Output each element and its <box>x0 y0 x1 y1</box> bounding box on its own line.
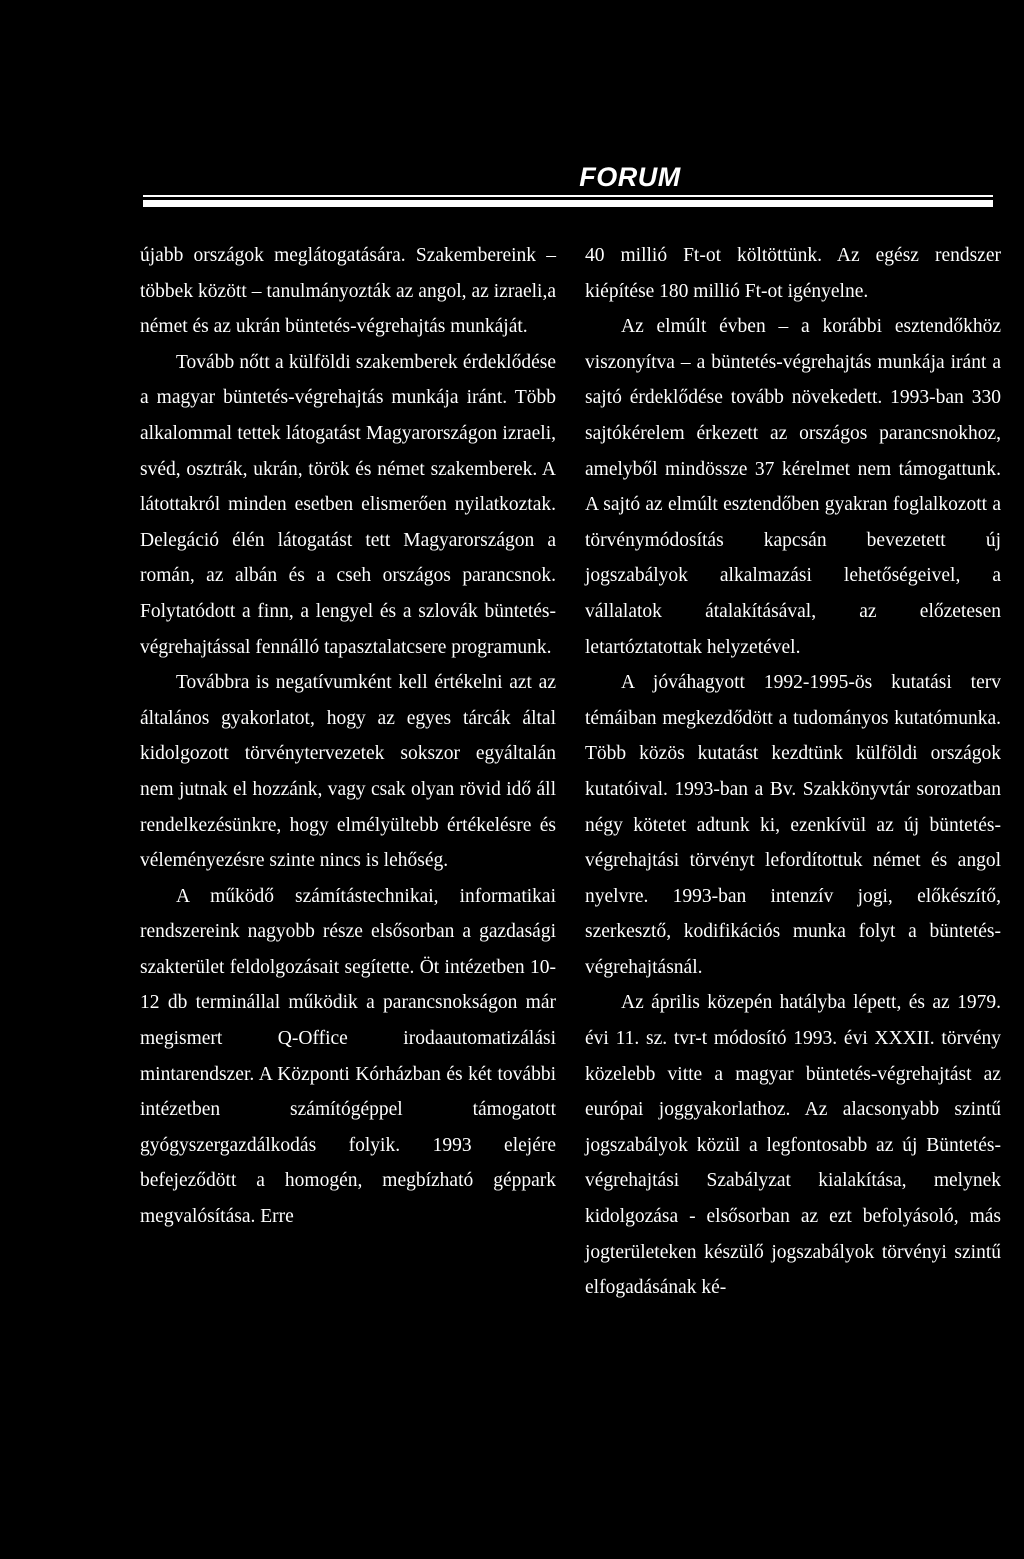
right-paragraph-1: 40 millió Ft-ot költöttünk. Az egész rendszer kiépítése 180 millió Ft-ot igényelne. <box>585 245 1001 302</box>
page-header-title: FORUM <box>579 162 681 192</box>
right-paragraph-4: Az április közepén hatályba lépett, és az 1979. évi 11. sz. tvr-t módosító 1993. évi XXXII. törvény közelebb vitte a magyar büntetés-végrehajtást az európai joggyakorlathoz. Az alacsonyabb szintű jogszabályok közül a legfontosabb az új Büntetés-végrehajtási Szabályzat kialakítása, melynek kidolgozása - elsősorban az ezt befolyásoló, más jogterületeken készülő jogszabályok törvényi szintű elfogadásának ké- <box>585 992 1001 1299</box>
right-text-column <box>585 238 1001 1306</box>
left-text-column <box>140 238 556 1235</box>
left-paragraph-1: újabb országok meglátogatására. Szakembereink – többek között – tanulmányozták az angol, az izraeli,a német és az ukrán büntetés-végrehajtás munkáját. <box>140 245 556 338</box>
left-paragraph-2: Tovább nőtt a külföldi szakemberek érdeklődése a magyar büntetés-végrehajtás munkája iránt. Több alkalommal tettek látogatást Magyarországon izraeli, svéd, osztrák, ukrán, török és német szakemberek. A látottakról minden esetben elismerően nyilatkoztak. Delegáció élén látogatást tett Magyarországon a román, az albán és a cseh országos parancsnok. Folytatódott a finn, a lengyel és a szlovák büntetés-végrehajtással fennálló tapasztalatcsere programunk. <box>140 351 556 658</box>
right-paragraph-3: A jóváhagyott 1992-1995-ös kutatási terv témáiban megkezdődött a tudományos kutatómunka. Több közös kutatást kezdtünk külföldi országok kutatóival. 1993-ban a Bv. Szakkönyvtár sorozatban négy kötetet adtunk ki, ezenkívül az új büntetés-végrehajtási törvényt lefordítottuk német és angol nyelvre. 1993-ban intenzív jogi, előkészítő, szerkesztő, kodifikációs munka folyt a büntetés-végrehajtásnál. <box>585 672 1001 978</box>
left-paragraph-4: A működő számítástechnikai, informatikai rendszereink nagyobb része elsősorban a gazdasági szakterület feldolgozásait segítette. Öt intézetben 10-12 db terminállal működik a parancsnokságon már megismert Q-Office irodaautomatizálási mintarendszer. A Központi Kórházban és két további intézetben számítógéppel támogatott gyógyszergazdálkodás folyik. 1993 elejére befejeződött a homogén, megbízható géppark megvalósítása. Erre <box>140 885 556 1228</box>
right-paragraph-2: Az elmúlt évben – a korábbi esztendőkhöz viszonyítva – a büntetés-végrehajtás munkája iránt a sajtó érdeklődése tovább növekedett. 1993-ban 330 sajtókérelem érkezett az országos parancsnokhoz, amelyből mindössze 37 kérelmet nem támogattunk. A sajtó az elmúlt esztendőben gyakran foglalkozott a törvénymódosítás kapcsán bevezetett új jogszabályok alkalmazási lehetőségeivel, a vállalatok átalakításával, az előzetesen letartóztatottak helyzetével. <box>585 316 1001 658</box>
header-rule-thick <box>143 200 993 207</box>
left-paragraph-3: Továbbra is negatívumként kell értékelni azt az általános gyakorlatot, hogy az egyes tárcák által kidolgozott törvénytervezetek sokszor egyáltalán nem jutnak el hozzánk, vagy csak olyan rövid idő áll rendelkezésünkre, hogy elmélyültebb értékelésre és véleményezésre szinte nincs is lehőség. <box>140 672 556 872</box>
header-rule-thin <box>143 195 993 197</box>
